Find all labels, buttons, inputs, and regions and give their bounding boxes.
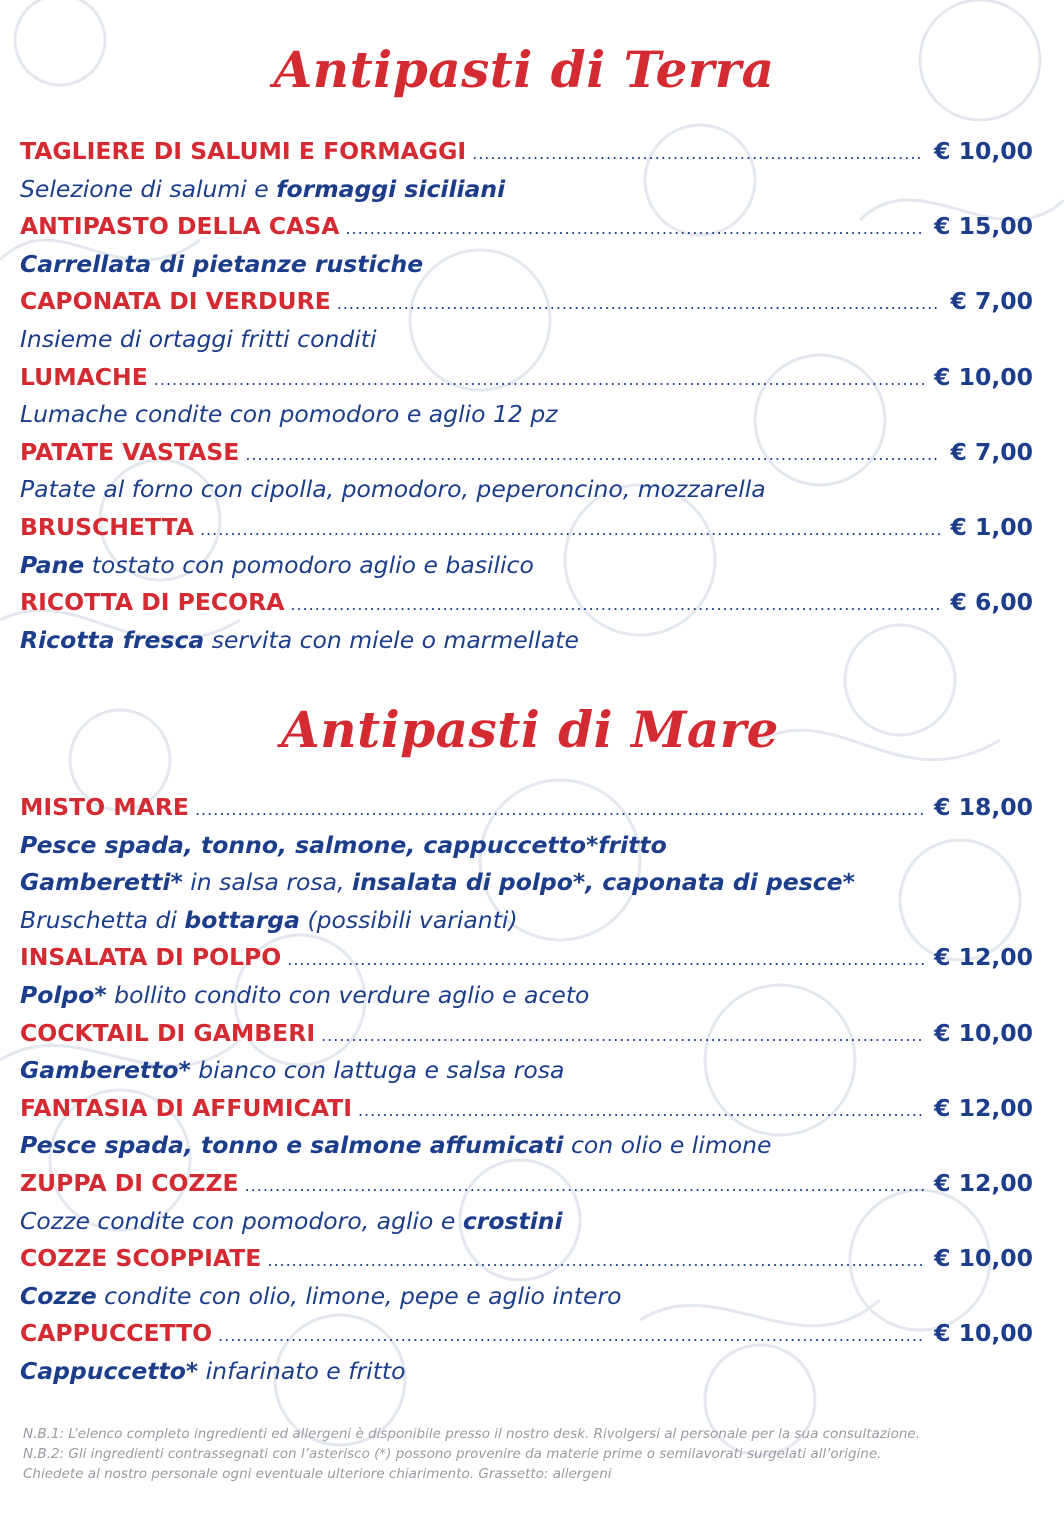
description-text: con olio e limone xyxy=(563,1131,772,1160)
menu-item-name: BRUSCHETTA xyxy=(20,512,194,541)
menu-item-price: € 7,00 xyxy=(950,287,1033,316)
menu-item-name: ZUPPA DI COZZE xyxy=(20,1168,239,1197)
dot-leader xyxy=(287,941,924,977)
menu-item-row xyxy=(20,1240,1033,1278)
description-text: (possibili varianti) xyxy=(299,905,518,934)
dot-leader xyxy=(200,511,941,547)
description-bold-text: insalata di polpo*, caponata di pesce* xyxy=(352,868,855,897)
menu-item-price: € 10,00 xyxy=(934,362,1033,391)
menu-item-price: € 18,00 xyxy=(934,793,1033,821)
description-bold-text: crostini xyxy=(462,1206,563,1235)
description-text: infarinato e fritto xyxy=(198,1356,406,1385)
menu-item-price: € 6,00 xyxy=(950,588,1033,617)
menu-item-row xyxy=(20,133,1033,171)
menu-item-name: COCKTAIL DI GAMBERI xyxy=(20,1018,316,1047)
menu-item-name: MISTO MARE xyxy=(20,793,189,821)
menu-item-row xyxy=(20,283,1033,321)
menu-item-name: LUMACHE xyxy=(20,362,148,391)
menu-item-description xyxy=(20,396,1033,434)
description-text: Cozze condite con pomodoro, aglio e xyxy=(20,1206,463,1235)
footer-note-1: N.B.1: L’elenco completo ingredienti ed allergeni è disponibile presso il nostro desk. Rivolgersi al personale per la sua consultazione. xyxy=(23,1426,921,1442)
menu-item-row xyxy=(20,1090,1033,1128)
description-text: bianco con lattuga e salsa rosa xyxy=(190,1056,565,1085)
menu-item-description xyxy=(20,246,1033,284)
description-text: Selezione di salumi e xyxy=(20,174,277,203)
menu-item-row xyxy=(20,1015,1033,1053)
description-bold-text: formaggi siciliani xyxy=(276,174,506,203)
menu-item-description xyxy=(20,622,1033,660)
description-text: Bruschetta di xyxy=(20,905,185,934)
menu-item-name: INSALATA DI POLPO xyxy=(20,943,282,972)
description-text: Lumache condite con pomodoro e aglio 12 pz xyxy=(20,400,558,429)
footer-notes xyxy=(23,1424,1043,1484)
menu-item-description xyxy=(20,1052,1033,1090)
menu-item-description xyxy=(20,827,1033,865)
menu-item-price: € 1,00 xyxy=(950,512,1033,541)
dot-leader xyxy=(154,361,924,397)
menu-list-mare xyxy=(20,789,1033,1391)
menu-item-description xyxy=(20,171,1033,209)
menu-item-row xyxy=(20,434,1033,472)
menu-item-description xyxy=(20,977,1033,1015)
description-text: bollito condito con verdure aglio e aceto xyxy=(106,980,590,1009)
menu-item-price: € 15,00 xyxy=(934,212,1033,241)
menu-item-description xyxy=(20,321,1033,359)
dot-leader xyxy=(290,586,940,622)
menu-item-name: RICOTTA DI PECORA xyxy=(20,588,285,617)
dot-leader xyxy=(218,1317,924,1353)
dot-leader xyxy=(337,285,941,321)
menu-item-description xyxy=(20,1353,1033,1391)
description-bold-text: Carrellata di pietanze rustiche xyxy=(20,249,424,278)
menu-item-row xyxy=(20,1165,1033,1203)
description-bold-text: Pane xyxy=(20,550,85,579)
menu-item-price: € 12,00 xyxy=(934,1168,1033,1197)
description-bold-text: Cappuccetto* xyxy=(20,1356,199,1385)
menu-item-price: € 10,00 xyxy=(934,137,1033,165)
menu-item-description xyxy=(20,1278,1033,1316)
description-text: in salsa rosa, xyxy=(182,868,353,897)
footer-note-3: Chiedete al nostro personale ogni eventuale ulteriore chiarimento. Grassetto: allergeni xyxy=(23,1466,612,1482)
dot-leader xyxy=(195,791,924,827)
menu-item-description xyxy=(20,1203,1033,1241)
section-title-terra: Antipasti di Terra xyxy=(273,40,775,99)
menu-item-row xyxy=(20,584,1033,622)
section-title-mare: Antipasti di Mare xyxy=(280,700,779,759)
menu-item-name: TAGLIERE DI SALUMI E FORMAGGI xyxy=(20,137,467,165)
description-bold-text: Gamberetto* xyxy=(20,1056,191,1085)
menu-item-price: € 10,00 xyxy=(934,1244,1033,1273)
menu-item-price: € 12,00 xyxy=(934,943,1033,972)
menu-item-description xyxy=(20,902,1033,940)
menu-item-description xyxy=(20,1127,1033,1165)
menu-list-terra xyxy=(20,133,1033,659)
menu-item-name: COZZE SCOPPIATE xyxy=(20,1244,262,1273)
menu-item-row xyxy=(20,1315,1033,1353)
menu-item-name: FANTASIA DI AFFUMICATI xyxy=(20,1093,352,1122)
description-text: servita con miele o marmellate xyxy=(204,625,579,654)
menu-item-row xyxy=(20,359,1033,397)
menu-item-name: ANTIPASTO DELLA CASA xyxy=(20,212,340,241)
menu-item-price: € 7,00 xyxy=(950,437,1033,466)
dot-leader xyxy=(267,1242,924,1278)
description-bold-text: Gamberetti* xyxy=(20,868,183,897)
dot-leader xyxy=(321,1017,924,1053)
dot-leader xyxy=(345,210,924,246)
description-bold-text: Pesce spada, tonno e salmone affumicati xyxy=(20,1131,564,1160)
description-bold-text: bottarga xyxy=(184,905,300,934)
dot-leader xyxy=(358,1092,924,1128)
dot-leader xyxy=(472,135,924,171)
dot-leader xyxy=(245,436,940,472)
menu-item-price: € 12,00 xyxy=(934,1093,1033,1122)
menu-item-description xyxy=(20,864,1033,902)
menu-item-name: CAPPUCCETTO xyxy=(20,1319,213,1348)
description-text: condite con olio, limone, pepe e aglio intero xyxy=(96,1281,622,1310)
description-bold-text: Ricotta fresca xyxy=(20,625,205,654)
description-bold-text: Pesce spada, tonno, salmone, cappuccetto*fritto xyxy=(20,830,667,859)
dot-leader xyxy=(245,1167,925,1203)
menu-item-price: € 10,00 xyxy=(934,1319,1033,1348)
menu-item-description xyxy=(20,471,1033,509)
description-bold-text: Cozze xyxy=(20,1281,97,1310)
description-bold-text: Polpo* xyxy=(20,980,107,1009)
description-text: Patate al forno con cipolla, pomodoro, peperoncino, mozzarella xyxy=(20,475,766,504)
menu-item-row xyxy=(20,789,1033,827)
menu-item-row xyxy=(20,208,1033,246)
menu-item-description xyxy=(20,547,1033,585)
menu-item-row xyxy=(20,939,1033,977)
menu-item-name: PATATE VASTASE xyxy=(20,437,240,466)
menu-item-name: CAPONATA DI VERDURE xyxy=(20,287,331,316)
menu-item-row xyxy=(20,509,1033,547)
menu-item-price: € 10,00 xyxy=(934,1018,1033,1047)
footer-note-2: N.B.2: Gli ingredienti contrassegnati con l’asterisco (*) possono provenire da materie prime o semilavorati surgelati all’origine. xyxy=(23,1446,882,1462)
description-text: tostato con pomodoro aglio e basilico xyxy=(84,550,534,579)
description-text: Insieme di ortaggi fritti conditi xyxy=(20,324,377,353)
